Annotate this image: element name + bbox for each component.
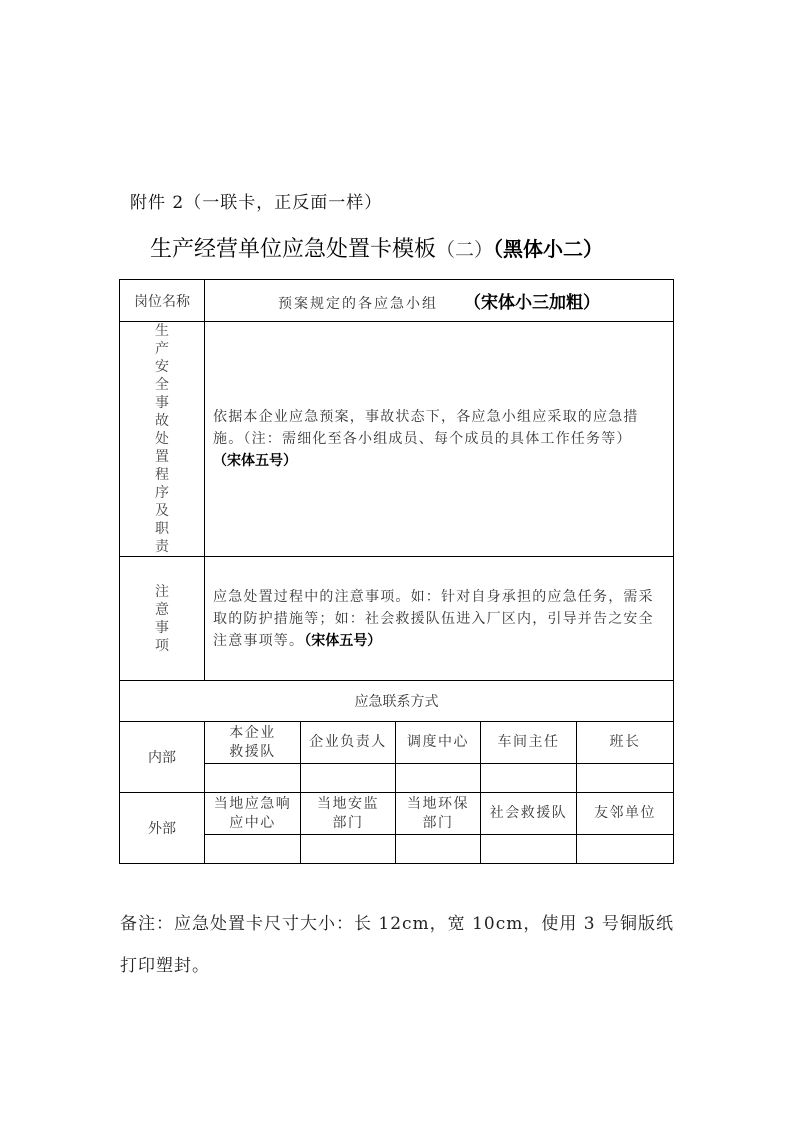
internal-value-cell[interactable] [396,764,481,793]
internal-col-team-lead: 班长 [577,722,674,764]
notes-font-hint: （宋体五号） [304,632,382,649]
title-font-hint: （黑体小二） [493,237,604,261]
contacts-header: 应急联系方式 [120,681,674,722]
external-col-env-dept-line1: 当地环保 [407,795,469,812]
procedure-label: 生产安全事故处置程序及职责 [155,323,169,555]
internal-value-cell[interactable] [301,764,396,793]
external-col-emergency-center-line1: 当地应急响 [213,795,292,812]
position-font-hint: （宋体小三加粗） [464,293,601,313]
procedure-text: 依据本企业应急预案，事故状态下，各应急小组应采取的应急措施。（注：需细化至各小组成员、每个成员的具体工作任务等） [213,409,639,447]
position-value [205,280,674,322]
external-col-emergency-center [205,793,301,835]
external-value-cell[interactable] [577,835,674,864]
external-col-social-rescue: 社会救援队 [481,793,577,835]
external-col-env-dept-line2: 部门 [422,814,454,831]
annex-label: 附件 2（一联卡，正反面一样） [130,193,383,213]
contacts-header-row [120,681,674,722]
procedure-label-cell [120,322,205,557]
internal-col-workshop: 车间主任 [481,722,577,764]
notes-label-cell [120,557,205,681]
internal-col-rescue-team [205,722,301,764]
external-header-row [120,793,674,835]
position-value-text: 预案规定的各应急小组 [278,296,439,312]
external-col-neighbor-unit: 友邻单位 [577,793,674,835]
emergency-card-table [119,279,674,864]
notes-label: 注意事项 [155,583,169,654]
internal-col-rescue-team-line2: 救援队 [229,743,276,760]
internal-value-cell[interactable] [205,764,301,793]
internal-label: 内部 [120,722,205,793]
title-sub: （二） [436,239,494,261]
title-main: 生产经营单位应急处置卡模板 [150,237,437,262]
external-value-cell[interactable] [396,835,481,864]
position-label: 岗位名称 [120,280,205,322]
procedure-content [205,322,674,557]
procedure-font-hint: （宋体五号） [213,453,297,469]
internal-value-cell[interactable] [481,764,577,793]
external-value-cell[interactable] [205,835,301,864]
external-col-emergency-center-line2: 应中心 [229,814,276,831]
page-title [150,232,603,263]
external-value-cell[interactable] [481,835,577,864]
external-col-safety-dept [301,793,396,835]
footnote: 备注：应急处置卡尺寸大小：长 12cm，宽 10cm，使用 3 号铜版纸打印塑封。 [120,914,674,976]
procedure-row [120,322,674,557]
position-row [120,280,674,322]
external-label: 外部 [120,793,205,864]
external-col-safety-dept-line1: 当地安监 [317,795,379,812]
notes-text: 应急处置过程中的注意事项。如：针对自身承担的应急任务，需采取的防护措施等；如：社会救援队伍进入厂区内，引导并告之安全注意事项等。 [213,588,654,649]
internal-col-leader: 企业负责人 [301,722,396,764]
internal-header-row [120,722,674,764]
notes-content [205,557,674,681]
internal-col-rescue-team-line1: 本企业 [229,724,276,741]
external-value-cell[interactable] [301,835,396,864]
external-col-env-dept [396,793,481,835]
internal-col-dispatch: 调度中心 [396,722,481,764]
internal-value-cell[interactable] [577,764,674,793]
notes-row [120,557,674,681]
external-col-safety-dept-line2: 部门 [332,814,364,831]
